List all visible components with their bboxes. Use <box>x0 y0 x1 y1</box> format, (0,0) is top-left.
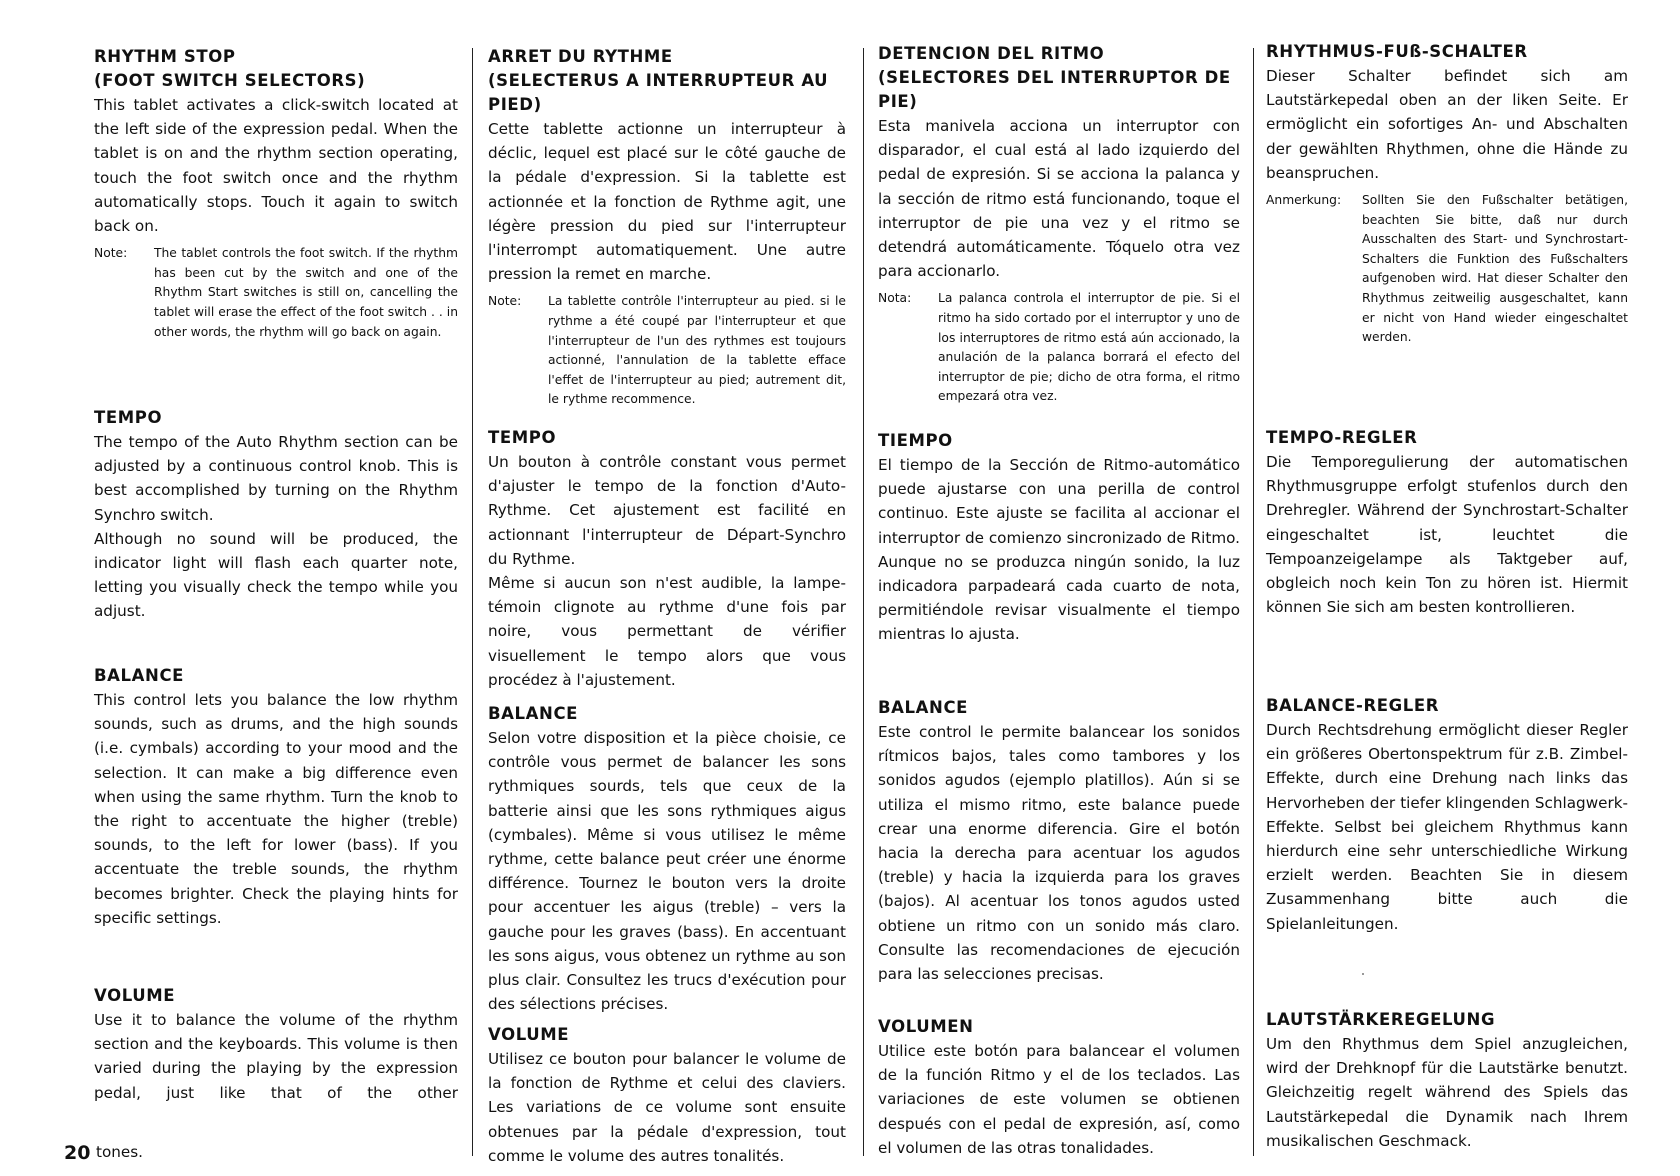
section-body: El tiempo de la Sección de Ritmo-automático puede ajustarse con una perilla de control continuo. Este ajuste se facilita al accionar el interruptor de comienzo sincronizado de Ritmo. Aunque no se produzca ningún sonido, la luz indicadora parpadeará cada cuarto de nota, permitiéndole revisar visualmente el tiempo mientras lo ajusta. <box>878 456 1240 644</box>
section-heading: ARRET DU RYTHME (SELECTERUS A INTERRUPTEUR AU PIED) <box>488 47 829 114</box>
section-body: Un bouton à contrôle constant vous permet d'ajuster le tempo de la fonction d'Auto-Rythme. Cet ajustement est facilité en actionnant l'interrupteur de Départ-Synchro du Rythme. Même si aucun son n'est audible, la lampe-témoin clignote au rythme d'une fois par noire, vous permettant de vérifier visuellement le tempo alors que vous procédez à l'ajustement. <box>488 453 846 689</box>
section-heading: BALANCE <box>878 698 969 717</box>
section-body: Esta manivela acciona un interruptor con disparador, el cual está al lado izquierdo del pedal de expresión. Si se acciona la palanca y la sección de ritmo está funcionando, toque el interruptor de pie una vez y el ritmo se detendrá automáticamente. Tóquelo otra vez para accionarlo. <box>878 117 1240 281</box>
section-body: This tablet activates a click-switch located at the left side of the expression pedal. When the tablet is on and the rhythm section operating, touch the foot switch once and the rhythm automatically stops. Touch it again to switch back on. <box>94 96 458 236</box>
section-tempo-regler <box>1266 426 1628 619</box>
section-tempo <box>488 426 846 692</box>
speck <box>1362 973 1364 975</box>
section-heading: VOLUMEN <box>878 1017 974 1036</box>
section-body: Dieser Schalter befindet sich am Lautstärkepedal oben an der liken Seite. Er ermöglicht ein sofortiges An- und Abschalten der gewählten Rhythmen, ohne die Hände zu beanspruchen. <box>1266 67 1628 182</box>
note <box>1266 191 1628 348</box>
section-body: Durch Rechtsdrehung ermöglicht dieser Regler ein größeres Obertonspektrum für z.B. Zimbel-Effekte, durch eine Drehung nach links das Hervorheben der tiefer klingenden Schlagwerk-Effekte. Selbst bei gleichem Rhythmus kann hierdurch eine sehr unterschiedliche Wirkung erzielt werden. Beachten Sie in diesem Zusammenhang bitte auch die Spielanleitungen. <box>1266 721 1628 933</box>
section-volumen <box>878 1015 1240 1160</box>
section-body-last-line: tones. <box>96 1143 143 1161</box>
section-volume <box>488 1023 846 1168</box>
section-body: Selon votre disposition et la pièce choisie, ce contrôle vous permet de balancer les sons rythmiques sourds, tels que ceux de la batterie ainsi que les sons rythmiques aigus (cymbales). Même si vous utilisez le même rythme, cette balance peut créer une énorme différence. Tournez le bouton vers la droite pour accentuer les aigus (treble) – vers la gauche pour les graves (bass). En accentuant les sons aigus, vous obtenez un rythme au son plus clair. Consultez les trucs d'exécution pour des sélections précises. <box>488 729 846 1014</box>
column-divider <box>863 48 864 1156</box>
section-volume <box>94 984 458 1105</box>
section-heading: TIEMPO <box>878 431 953 450</box>
note-label: Anmerkung: <box>1266 193 1342 208</box>
column-divider <box>472 48 473 1156</box>
note <box>94 244 458 342</box>
section-detencion-del-ritmo <box>878 42 1240 407</box>
section-tiempo <box>878 429 1240 647</box>
note-label: Note: <box>488 294 522 309</box>
section-body: Um den Rhythmus dem Spiel anzugleichen, wird der Drehknopf für die Lautstärke benutzt. Gleichzeitig regelt während des Spiels das Lautstärkepedal die Dynamik nach Ihrem musikalischen Geschmack. <box>1266 1035 1628 1150</box>
section-arret-du-rythme <box>488 45 846 410</box>
note-text: Sollten Sie den Fußschalter betätigen, beachten Sie bitte, daß nur durch Ausschalten des Start- und Synchrostart-Schalters die Funktion des Fußschalters aufgenoben wird. Hat dieser Schalter den Rhythmus zeitweilig ausgeschaltet, kann er nicht von Hand wieder eingeschaltet werden. <box>1362 193 1628 345</box>
section-heading: LAUTSTÄRKEREGELUNG <box>1266 1010 1496 1029</box>
column-divider <box>1253 48 1254 1156</box>
section-balance <box>878 696 1240 986</box>
section-body: Utilisez ce bouton pour balancer le volume de la fonction de Rythme et celui des claviers. Les variations de ce volume sont ensuite obtenues par la pédale d'expression, tout comme le volume des autres tonalités. <box>488 1050 846 1165</box>
section-heading: RHYTHMUS-FUß-SCHALTER <box>1266 42 1528 61</box>
section-heading: TEMPO <box>94 408 163 427</box>
note <box>488 292 846 410</box>
section-heading: RHYTHM STOP (FOOT SWITCH SELECTORS) <box>94 47 366 90</box>
note-text: La palanca controla el interruptor de pie. Si el ritmo ha sido cortado por el interruptor y uno de los interruptores de ritmo está aún accionado, la anulación de la palanca borrará el efecto del interruptor de pie; dicho de otra forma, el ritmo empezará otra vez. <box>938 291 1240 404</box>
section-heading: VOLUME <box>488 1025 570 1044</box>
note-text: La tablette contrôle l'interrupteur au pied. si le rythme a été coupé par l'interrupteur et que l'interrupteur de l'un des rythmes est toujours actionné, l'annulation de la tablette efface l'effet de l'interrupteur au pied; autrement dit, le rythme recommence. <box>548 294 846 407</box>
note-text: The tablet controls the foot switch. If the rhythm has been cut by the switch and one of the Rhythm Start switches is still on, cancelling the tablet will erase the effect of the foot switch . . in other words, the rhythm will go back on again. <box>154 246 458 339</box>
section-body: This control lets you balance the low rhythm sounds, such as drums, and the high sounds (i.e. cymbals) according to your mood and the selection. It can make a big difference even when using the same rhythm. Turn the knob to the right to accentuate the higher (treble) sounds, to the left for lower (bass). If you accentuate the treble sounds, the rhythm becomes brighter. Check the playing hints for specific settings. <box>94 691 458 927</box>
section-heading: BALANCE-REGLER <box>1266 696 1440 715</box>
section-body: The tempo of the Auto Rhythm section can be adjusted by a continuous control knob. This is best accomplished by turning on the Rhythm Synchro switch. Although no sound will be produced, the indicator light will flash each quarter note, letting you visually check the tempo while you adjust. <box>94 433 458 621</box>
section-balance <box>94 664 458 930</box>
section-balance <box>488 702 846 1016</box>
note <box>878 289 1240 407</box>
section-body: Use it to balance the volume of the rhythm section and the keyboards. This volume is then varied during the playing by the expression pedal, just like that of the other <box>94 1011 458 1102</box>
section-tempo <box>94 406 458 624</box>
section-heading: BALANCE <box>488 704 579 723</box>
section-body: Die Temporegulierung der automatischen Rhythmusgruppe erfolgt stufenlos durch den Drehregler. Während der Synchrostart-Schalter eingeschaltet ist, leuchtet die Tempoanzeigelampe als Taktgeber auf, obgleich noch kein Ton zu hören ist. Hiermit können Sie sich am besten kontrollieren. <box>1266 453 1628 617</box>
page-number: 20 <box>64 1142 91 1164</box>
section-heading: TEMPO-REGLER <box>1266 428 1418 447</box>
section-lautstaerkeregelung <box>1266 1008 1628 1153</box>
note-label: Nota: <box>878 291 912 306</box>
note-label: Note: <box>94 246 128 261</box>
section-heading: TEMPO <box>488 428 557 447</box>
section-heading: VOLUME <box>94 986 176 1005</box>
section-body: Utilice este botón para balancear el volumen de la función Ritmo y el de los teclados. Las variaciones de este volumen se obtienen después con el pedal de expresión, así, como el volumen de las otras tonalidades. <box>878 1042 1240 1157</box>
section-rhythmus-fuss-schalter <box>1266 40 1628 348</box>
section-heading: BALANCE <box>94 666 185 685</box>
section-body: Cette tablette actionne un interrupteur à déclic, lequel est placé sur le côté gauche de la pédale d'expression. Si la tablette est actionnée et la fonction de Rythme agit, une légère pression du pied sur l'interrupteur l'interrompt automatiquement. Une autre pression la remet en marche. <box>488 120 846 284</box>
section-heading: DETENCION DEL RITMO (SELECTORES DEL INTERRUPTOR DE PIE) <box>878 44 1231 111</box>
section-balance-regler <box>1266 694 1628 936</box>
section-rhythm-stop <box>94 45 458 342</box>
section-body: Este control le permite balancear los sonidos rítmicos bajos, tales como tambores y los sonidos agudos (ejemplo platillos). Aún si se utiliza el mismo ritmo, este balance puede crear una enorme diferencia. Gire el botón hacia la derecha para acentuar los agudos (treble) y hacia la izquierda para los graves (bajos). Al acentuar los tonos agudos usted obtiene un ritmo con un sonido más claro. Consulte las recomendaciones de ejecución para las selecciones precisas. <box>878 723 1240 984</box>
